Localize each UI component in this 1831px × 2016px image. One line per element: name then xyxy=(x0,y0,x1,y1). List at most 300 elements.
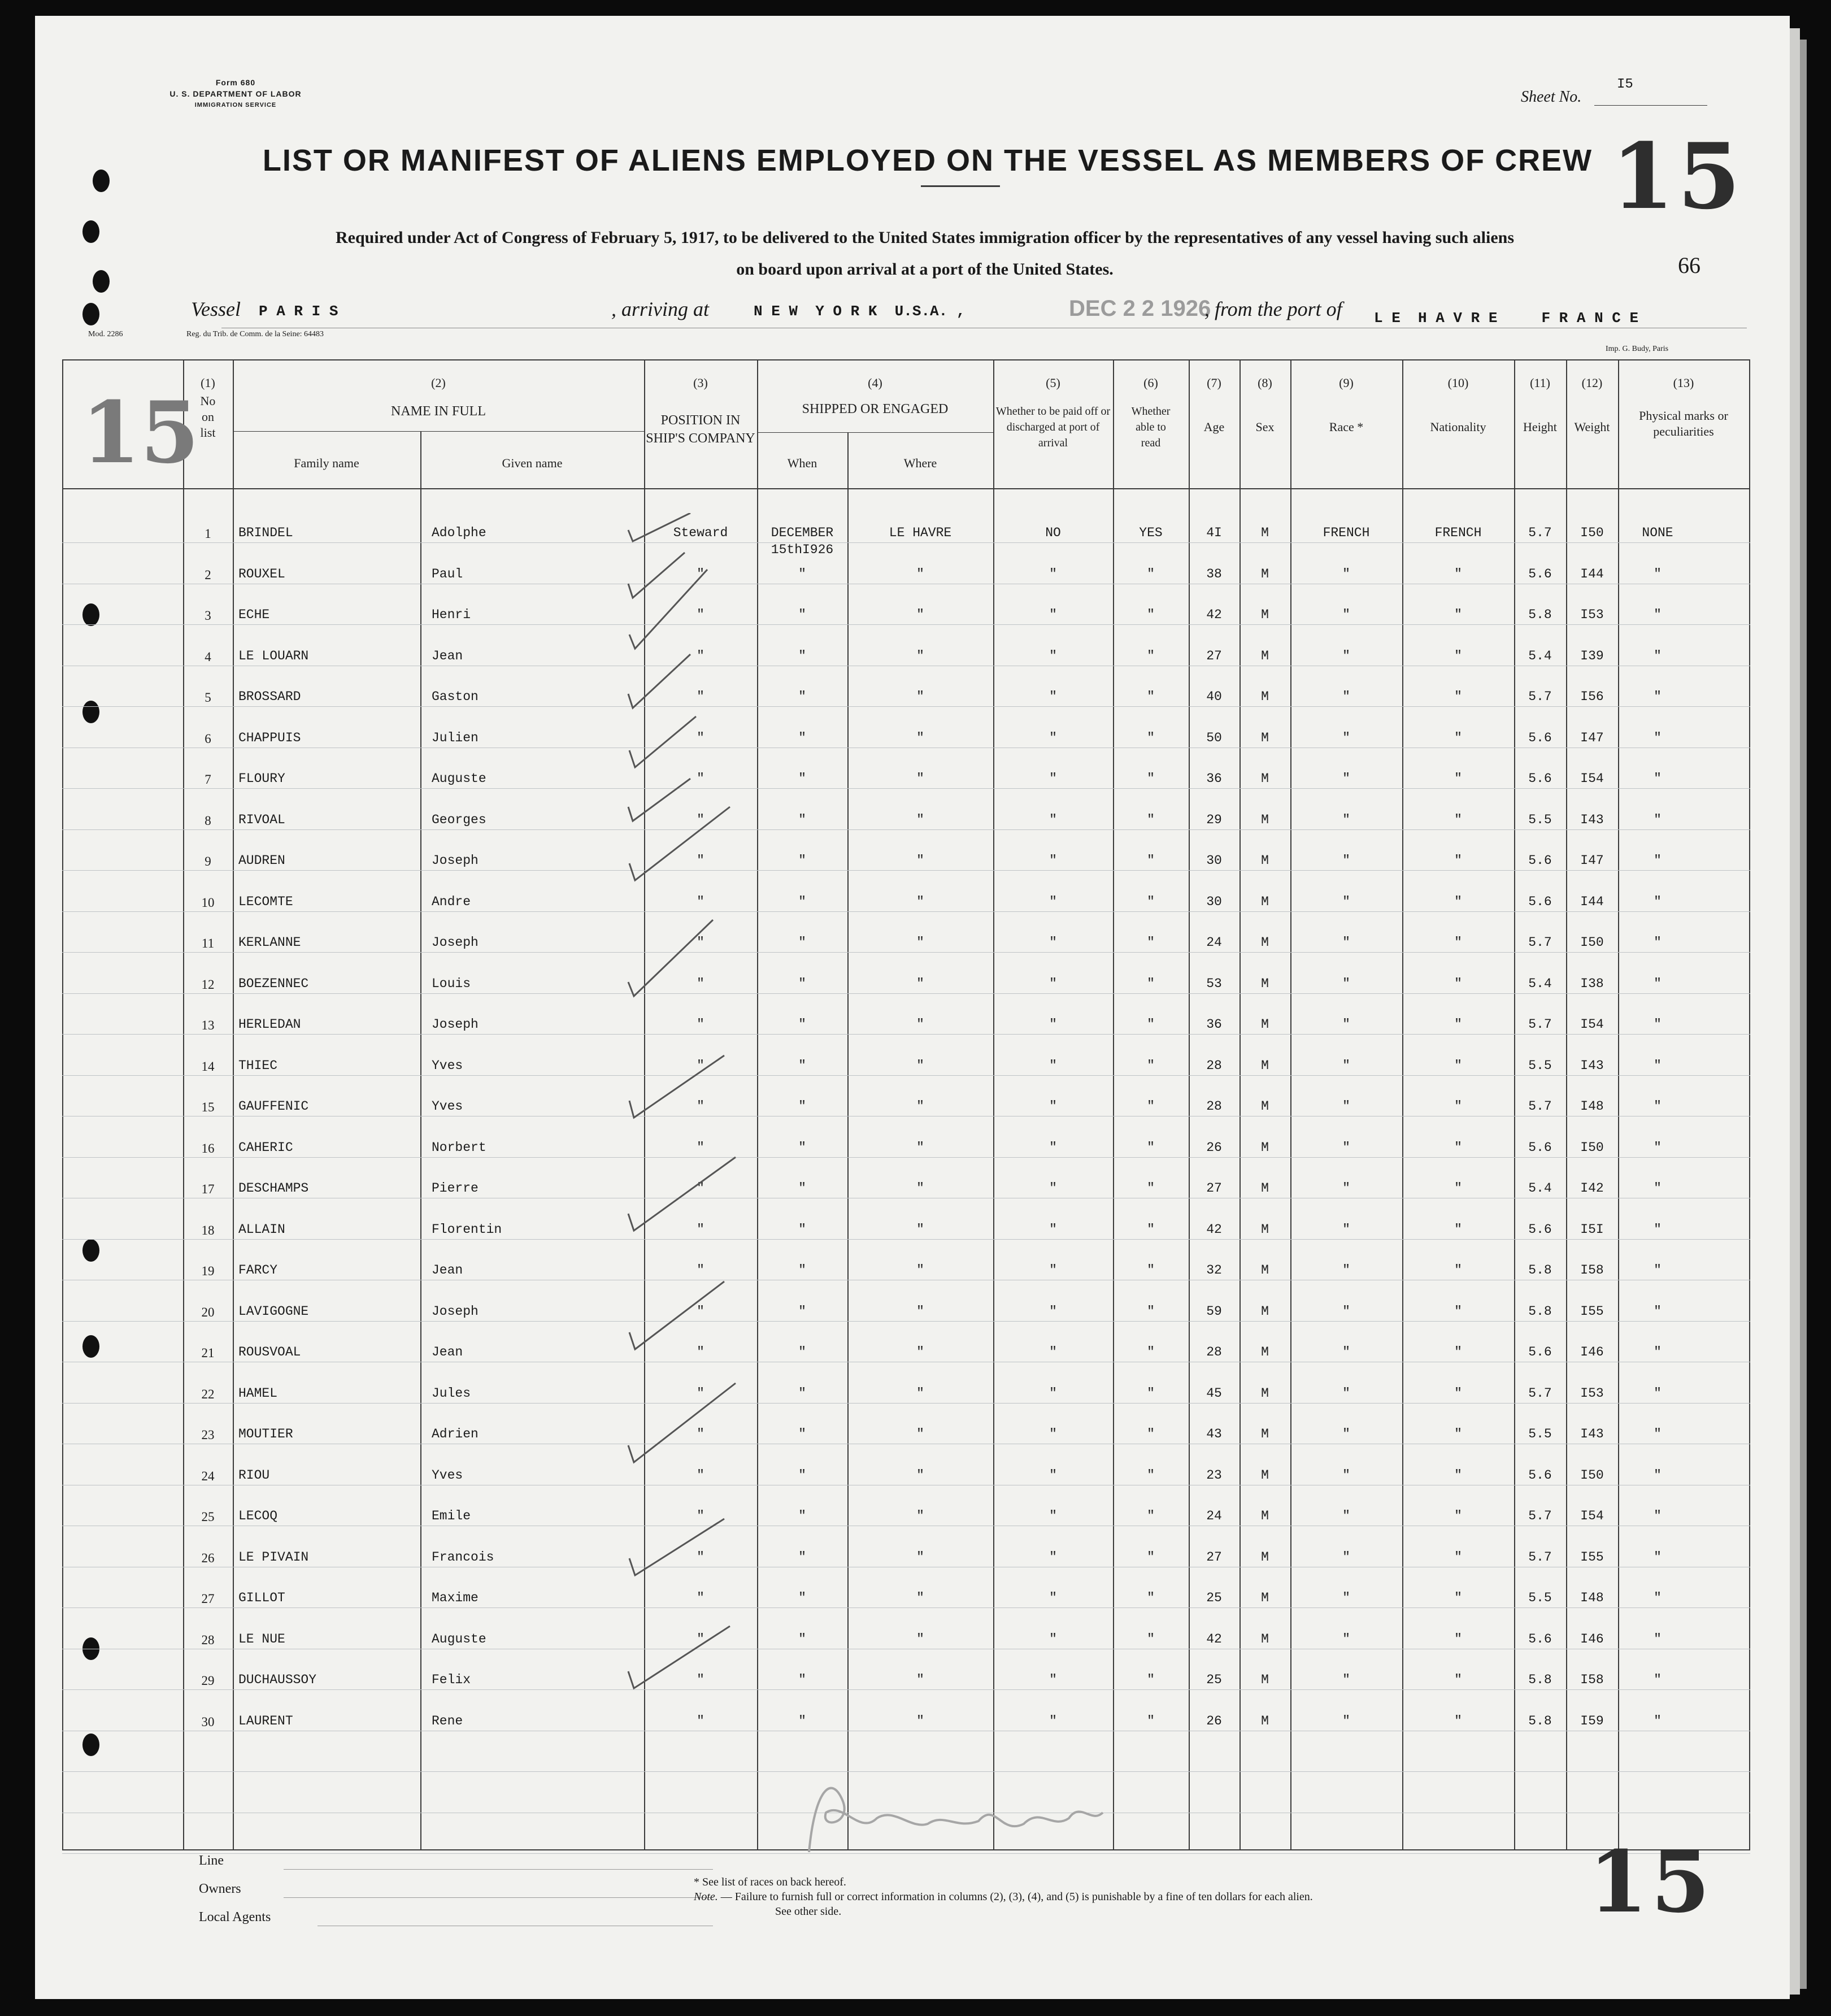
cell-no: 6 xyxy=(205,732,211,746)
cell-age: 26 xyxy=(1206,1714,1222,1728)
cell-age: 50 xyxy=(1206,731,1222,745)
cell-where: " xyxy=(916,1550,924,1565)
cell-sex: M xyxy=(1261,1345,1269,1359)
cell-age: 29 xyxy=(1206,813,1222,827)
col6-header xyxy=(1113,375,1189,451)
cell-where: " xyxy=(916,935,924,950)
cell-sex: M xyxy=(1261,976,1269,991)
punch-hole xyxy=(82,220,99,243)
page-title: LIST OR MANIFEST OF ALIENS EMPLOYED ON THE VESSEL AS MEMBERS OF CREW xyxy=(262,144,1593,177)
cell-no: 10 xyxy=(201,896,215,910)
cell-read: " xyxy=(1147,607,1155,622)
cell-height: 5.6 xyxy=(1528,853,1552,868)
cell-no: 2 xyxy=(205,568,211,582)
ruled-line xyxy=(62,1607,1750,1608)
cell-family: AUDREN xyxy=(238,853,285,868)
cell-position: " xyxy=(697,689,704,704)
cell-no: 19 xyxy=(201,1264,215,1278)
cell-nationality: " xyxy=(1454,1017,1462,1032)
col9-header xyxy=(1290,375,1402,435)
cell-position: Steward xyxy=(673,525,728,540)
col2-label: NAME IN FULL xyxy=(391,404,486,419)
cell-given: Rene xyxy=(432,1714,463,1728)
cell-when: " xyxy=(798,894,806,909)
cell-race: " xyxy=(1342,567,1350,581)
punch-hole xyxy=(82,603,99,626)
col-border xyxy=(62,359,63,1850)
cell-paid-off: " xyxy=(1049,1058,1057,1073)
cell-position: " xyxy=(697,1386,704,1401)
cell-height: 5.6 xyxy=(1528,771,1552,786)
cell-weight: I5I xyxy=(1580,1222,1604,1237)
cell-position: " xyxy=(697,976,704,991)
cell-paid-off: " xyxy=(1049,1345,1057,1359)
cell-height: 5.6 xyxy=(1528,1632,1552,1646)
owners-field xyxy=(284,1897,713,1898)
printer-credit: Imp. G. Budy, Paris xyxy=(1606,345,1669,353)
cell-height: 5.6 xyxy=(1528,1468,1552,1483)
col5-header xyxy=(993,375,1113,451)
cell-position: " xyxy=(697,1672,704,1687)
col-border xyxy=(420,431,421,1850)
cell-position: " xyxy=(697,1427,704,1441)
col3-num: (3) xyxy=(693,376,708,390)
cell-age: 42 xyxy=(1206,1222,1222,1237)
page-number: 66 xyxy=(1678,253,1700,278)
cell-marks: " xyxy=(1654,976,1662,991)
col12-num: (12) xyxy=(1581,376,1603,390)
cell-height: 5.7 xyxy=(1528,1550,1552,1565)
immigration-service: IMMIGRATION SERVICE xyxy=(194,102,277,108)
cell-age: 36 xyxy=(1206,1017,1222,1032)
cell-sex: M xyxy=(1261,567,1269,581)
cell-read: " xyxy=(1147,1632,1155,1646)
cell-when: " xyxy=(798,1222,806,1237)
cell-nationality: " xyxy=(1454,1468,1462,1483)
cell-when: " xyxy=(798,1550,806,1565)
cell-read: " xyxy=(1147,1550,1155,1565)
cell-where: " xyxy=(916,1222,924,1237)
cell-paid-off: " xyxy=(1049,649,1057,663)
ruled-line xyxy=(62,706,1750,707)
cell-weight: I50 xyxy=(1580,1468,1604,1483)
cell-marks: " xyxy=(1654,1672,1662,1687)
header-bottom-border xyxy=(62,488,1750,489)
cell-sex: M xyxy=(1261,1714,1269,1728)
cell-paid-off: " xyxy=(1049,813,1057,827)
cell-position: " xyxy=(697,1181,704,1196)
sheet-underline xyxy=(1594,105,1707,106)
cell-where: " xyxy=(916,649,924,663)
cell-no: 13 xyxy=(201,1018,215,1032)
cell-weight: I54 xyxy=(1580,1017,1604,1032)
cell-given: Joseph xyxy=(432,1304,479,1319)
cell-given: Paul xyxy=(432,567,463,581)
col11-header xyxy=(1514,375,1566,435)
punch-hole xyxy=(82,303,99,325)
cell-height: 5.6 xyxy=(1528,567,1552,581)
checkmarks-annotation xyxy=(623,513,758,1756)
cell-given: Adrien xyxy=(432,1427,479,1441)
cell-marks: " xyxy=(1654,1550,1662,1565)
cell-position: " xyxy=(697,1304,704,1319)
cell-family: KERLANNE xyxy=(238,935,301,950)
cell-where: " xyxy=(916,853,924,868)
ruled-line xyxy=(62,542,1750,543)
cell-when: " xyxy=(798,1058,806,1073)
col3-label: POSITION IN SHIP'S COMPANY xyxy=(646,413,755,446)
cell-weight: I56 xyxy=(1580,689,1604,704)
cell-family: LECOMTE xyxy=(238,894,293,909)
ruled-line xyxy=(62,1321,1750,1322)
cell-age: 27 xyxy=(1206,649,1222,663)
cell-age: 24 xyxy=(1206,1509,1222,1523)
cell-nationality: " xyxy=(1454,935,1462,950)
cell-age: 59 xyxy=(1206,1304,1222,1319)
cell-family: CAHERIC xyxy=(238,1140,293,1155)
cell-nationality: " xyxy=(1454,1140,1462,1155)
cell-weight: I54 xyxy=(1580,1509,1604,1523)
cell-family: LE PIVAIN xyxy=(238,1550,309,1565)
name-subheader-line xyxy=(233,431,644,432)
col3-header xyxy=(644,375,757,447)
where-header: Where xyxy=(903,456,937,470)
cell-marks: " xyxy=(1654,1058,1662,1073)
cell-sex: M xyxy=(1261,1632,1269,1646)
cell-paid-off: " xyxy=(1049,1509,1057,1523)
cell-when: " xyxy=(798,607,806,622)
arriving-port: N E W Y O R K U.S.A. , xyxy=(754,303,965,320)
cell-height: 5.5 xyxy=(1528,1591,1552,1605)
cell-where: " xyxy=(916,1591,924,1605)
cell-age: 45 xyxy=(1206,1386,1222,1401)
cell-position: " xyxy=(697,935,704,950)
cell-nationality: " xyxy=(1454,1263,1462,1278)
cell-where: " xyxy=(916,1263,924,1278)
col6-label: Whether able to read xyxy=(1131,405,1171,449)
cell-height: 5.6 xyxy=(1528,1140,1552,1155)
cell-sex: M xyxy=(1261,1386,1269,1401)
cell-race: " xyxy=(1342,1386,1350,1401)
col4-num: (4) xyxy=(868,376,882,390)
cell-no: 14 xyxy=(201,1059,215,1074)
cell-when: " xyxy=(798,731,806,745)
cell-sex: M xyxy=(1261,1058,1269,1073)
cell-race: " xyxy=(1342,1427,1350,1441)
cell-weight: I58 xyxy=(1580,1672,1604,1687)
cell-read: " xyxy=(1147,1263,1155,1278)
cell-read: " xyxy=(1147,853,1155,868)
cell-when: " xyxy=(798,1140,806,1155)
cell-given: Yves xyxy=(432,1468,463,1483)
cell-nationality: " xyxy=(1454,976,1462,991)
cell-marks: " xyxy=(1654,1386,1662,1401)
cell-family: DESCHAMPS xyxy=(238,1181,309,1196)
cell-age: 42 xyxy=(1206,1632,1222,1646)
cell-weight: I50 xyxy=(1580,525,1604,540)
cell-marks: " xyxy=(1654,649,1662,663)
cell-family: FLOURY xyxy=(238,771,285,786)
cell-position: " xyxy=(697,649,704,663)
cell-where: " xyxy=(916,1386,924,1401)
see-other-side: See other side. xyxy=(775,1905,842,1918)
cell-family: LE NUE xyxy=(238,1632,285,1646)
cell-family: ALLAIN xyxy=(238,1222,285,1237)
cell-nationality: " xyxy=(1454,894,1462,909)
cell-when: " xyxy=(798,813,806,827)
cell-position: " xyxy=(697,1550,704,1565)
cell-read: " xyxy=(1147,1304,1155,1319)
cell-age: 40 xyxy=(1206,689,1222,704)
cell-age: 26 xyxy=(1206,1140,1222,1155)
cell-sex: M xyxy=(1261,1550,1269,1565)
cell-family: LE LOUARN xyxy=(238,649,309,663)
cell-no: 8 xyxy=(205,814,211,828)
cell-paid-off: " xyxy=(1049,1017,1057,1032)
cell-race: " xyxy=(1342,853,1350,868)
cell-sex: M xyxy=(1261,1427,1269,1441)
cell-weight: I55 xyxy=(1580,1550,1604,1565)
cell-family: GILLOT xyxy=(238,1591,285,1605)
cell-race: " xyxy=(1342,1058,1350,1073)
family-name-header: Family name xyxy=(294,456,359,470)
cell-nationality: " xyxy=(1454,1222,1462,1237)
cell-read: " xyxy=(1147,935,1155,950)
cell-when: " xyxy=(798,771,806,786)
col12-label: Weight xyxy=(1574,420,1610,434)
cell-age: 30 xyxy=(1206,853,1222,868)
cell-race: " xyxy=(1342,689,1350,704)
cell-paid-off: " xyxy=(1049,1714,1057,1728)
cell-read: " xyxy=(1147,1181,1155,1196)
cell-marks: " xyxy=(1654,1632,1662,1646)
cell-paid-off: " xyxy=(1049,1632,1057,1646)
subtitle-line-1: Required under Act of Congress of February 5, 1917, to be delivered to the United States immigration officer by the representatives of any vessel having such aliens xyxy=(336,228,1514,247)
cell-no: 30 xyxy=(201,1715,215,1729)
cell-race: " xyxy=(1342,1017,1350,1032)
cell-read: " xyxy=(1147,894,1155,909)
cell-paid-off: NO xyxy=(1045,525,1061,540)
cell-no: 24 xyxy=(201,1469,215,1483)
cell-given: Gaston xyxy=(432,689,479,704)
cell-read: " xyxy=(1147,731,1155,745)
cell-when: " xyxy=(798,1632,806,1646)
col9-label: Race * xyxy=(1329,420,1364,434)
cell-height: 5.8 xyxy=(1528,1304,1552,1319)
cell-race: " xyxy=(1342,1509,1350,1523)
department: U. S. DEPARTMENT OF LABOR xyxy=(169,89,302,98)
cell-sex: M xyxy=(1261,731,1269,745)
cell-family: MOUTIER xyxy=(238,1427,293,1441)
cell-nationality: " xyxy=(1454,1714,1462,1728)
cell-position: " xyxy=(697,1345,704,1359)
col4-header xyxy=(757,375,993,417)
cell-age: 4I xyxy=(1206,525,1222,540)
shipped-subheader-line xyxy=(757,432,993,433)
cell-when-date: 15thI926 xyxy=(771,542,834,557)
cell-age: 38 xyxy=(1206,567,1222,581)
cell-marks: " xyxy=(1654,1017,1662,1032)
col11-label: Height xyxy=(1523,420,1557,434)
punch-hole xyxy=(82,701,99,723)
ruled-line xyxy=(62,829,1750,830)
cell-given: Jean xyxy=(432,1345,463,1359)
page-edge xyxy=(1790,28,1800,1995)
cell-when: " xyxy=(798,1099,806,1114)
ruled-line xyxy=(62,1689,1750,1690)
col10-header xyxy=(1402,375,1514,435)
cell-nationality: " xyxy=(1454,689,1462,704)
cell-where: " xyxy=(916,1468,924,1483)
cell-height: 5.7 xyxy=(1528,1017,1552,1032)
cell-sex: M xyxy=(1261,894,1269,909)
cell-read: " xyxy=(1147,1058,1155,1073)
cell-given: Joseph xyxy=(432,935,479,950)
arrival-date-stamp: DEC 2 2 1926 xyxy=(1069,296,1211,321)
cell-height: 5.8 xyxy=(1528,1714,1552,1728)
cell-sex: M xyxy=(1261,1181,1269,1196)
col-border xyxy=(1749,359,1750,1850)
ruled-line xyxy=(62,993,1750,994)
cell-marks: " xyxy=(1654,1345,1662,1359)
cell-race: " xyxy=(1342,1181,1350,1196)
cell-weight: I53 xyxy=(1580,607,1604,622)
cell-given: Louis xyxy=(432,976,471,991)
cell-when: " xyxy=(798,1509,806,1523)
cell-no: 12 xyxy=(201,977,215,992)
cell-position: " xyxy=(697,771,704,786)
signature-scrawl xyxy=(798,1767,1114,1863)
given-name-header: Given name xyxy=(502,456,563,470)
cell-family: BROSSARD xyxy=(238,689,301,704)
col1-label: No on list xyxy=(200,394,216,440)
cell-paid-off: " xyxy=(1049,567,1057,581)
cell-position: " xyxy=(697,1058,704,1073)
cell-marks: " xyxy=(1654,1263,1662,1278)
cell-weight: I47 xyxy=(1580,853,1604,868)
cell-sex: M xyxy=(1261,607,1269,622)
cell-age: 24 xyxy=(1206,935,1222,950)
cell-where: " xyxy=(916,607,924,622)
form-header xyxy=(142,77,329,111)
cell-given: Yves xyxy=(432,1058,463,1073)
cell-family: RIVOAL xyxy=(238,813,285,827)
cell-no: 29 xyxy=(201,1674,215,1688)
cell-when: " xyxy=(798,1263,806,1278)
cell-family: GAUFFENIC xyxy=(238,1099,309,1114)
cell-race: " xyxy=(1342,1140,1350,1155)
cell-read: " xyxy=(1147,813,1155,827)
cell-read: " xyxy=(1147,1017,1155,1032)
cell-no: 15 xyxy=(201,1100,215,1114)
cell-height: 5.8 xyxy=(1528,607,1552,622)
cell-paid-off: " xyxy=(1049,1099,1057,1114)
cell-marks: " xyxy=(1654,1591,1662,1605)
cell-sex: M xyxy=(1261,935,1269,950)
cell-given: Francois xyxy=(432,1550,494,1565)
cell-age: 28 xyxy=(1206,1058,1222,1073)
col2-num: (2) xyxy=(431,376,446,390)
cell-family: LAVIGOGNE xyxy=(238,1304,309,1319)
page-edge-shadow xyxy=(1800,40,1807,1989)
cell-age: 32 xyxy=(1206,1263,1222,1278)
cell-age: 25 xyxy=(1206,1591,1222,1605)
cell-sex: M xyxy=(1261,1099,1269,1114)
col1-num: (1) xyxy=(201,376,215,390)
cell-paid-off: " xyxy=(1049,771,1057,786)
cell-nationality: " xyxy=(1454,813,1462,827)
cell-height: 5.4 xyxy=(1528,649,1552,663)
cell-paid-off: " xyxy=(1049,1140,1057,1155)
cell-race: " xyxy=(1342,1222,1350,1237)
cell-family: HAMEL xyxy=(238,1386,278,1401)
col8-num: (8) xyxy=(1258,376,1272,390)
cell-race: " xyxy=(1342,649,1350,663)
cell-age: 28 xyxy=(1206,1345,1222,1359)
cell-race: " xyxy=(1342,1304,1350,1319)
cell-when: " xyxy=(798,1181,806,1196)
cell-when: " xyxy=(798,1591,806,1605)
cell-age: 28 xyxy=(1206,1099,1222,1114)
cell-weight: I48 xyxy=(1580,1591,1604,1605)
cell-where: " xyxy=(916,771,924,786)
cell-no: 21 xyxy=(201,1346,215,1360)
cell-when: " xyxy=(798,1672,806,1687)
cell-nationality: " xyxy=(1454,1672,1462,1687)
cell-family: LAURENT xyxy=(238,1714,293,1728)
cell-marks: " xyxy=(1654,771,1662,786)
cell-nationality: " xyxy=(1454,1345,1462,1359)
cell-where: " xyxy=(916,976,924,991)
cell-read: " xyxy=(1147,689,1155,704)
cell-position: " xyxy=(697,731,704,745)
cell-sex: M xyxy=(1261,649,1269,663)
cell-height: 5.4 xyxy=(1528,1181,1552,1196)
col5-num: (5) xyxy=(1046,376,1060,390)
cell-race: " xyxy=(1342,1468,1350,1483)
cell-position: " xyxy=(697,1509,704,1523)
cell-family: FARCY xyxy=(238,1263,278,1278)
cell-no: 16 xyxy=(201,1141,215,1155)
ruled-line xyxy=(62,952,1750,953)
cell-race: " xyxy=(1342,771,1350,786)
sheet-label: Sheet No. xyxy=(1521,88,1582,106)
owners-label: Owners xyxy=(199,1882,241,1896)
ruled-line xyxy=(62,788,1750,789)
cell-sex: M xyxy=(1261,525,1269,540)
cell-given: Emile xyxy=(432,1509,471,1523)
cell-given: Joseph xyxy=(432,853,479,868)
cell-position: " xyxy=(697,1017,704,1032)
cell-where: " xyxy=(916,813,924,827)
cell-nationality: " xyxy=(1454,649,1462,663)
cell-read: " xyxy=(1147,649,1155,663)
cell-family: ROUSVOAL xyxy=(238,1345,301,1359)
cell-when: " xyxy=(798,567,806,581)
cell-given: Andre xyxy=(432,894,471,909)
cell-marks: " xyxy=(1654,1509,1662,1523)
cell-paid-off: " xyxy=(1049,607,1057,622)
line-label: Line xyxy=(199,1853,224,1868)
cell-nationality: " xyxy=(1454,1181,1462,1196)
cell-no: 11 xyxy=(201,936,215,950)
cell-race: " xyxy=(1342,1672,1350,1687)
title-underline xyxy=(921,185,1000,187)
cell-where: " xyxy=(916,731,924,745)
note-text: — Failure to furnish full or correct information in columns (2), (3), (4), and (5) is punishable by a fine of ten dollars for each alien. xyxy=(720,1891,1313,1903)
from-port: L E H A V R E F R A N C E xyxy=(1374,310,1639,327)
cell-nationality: " xyxy=(1454,1591,1462,1605)
